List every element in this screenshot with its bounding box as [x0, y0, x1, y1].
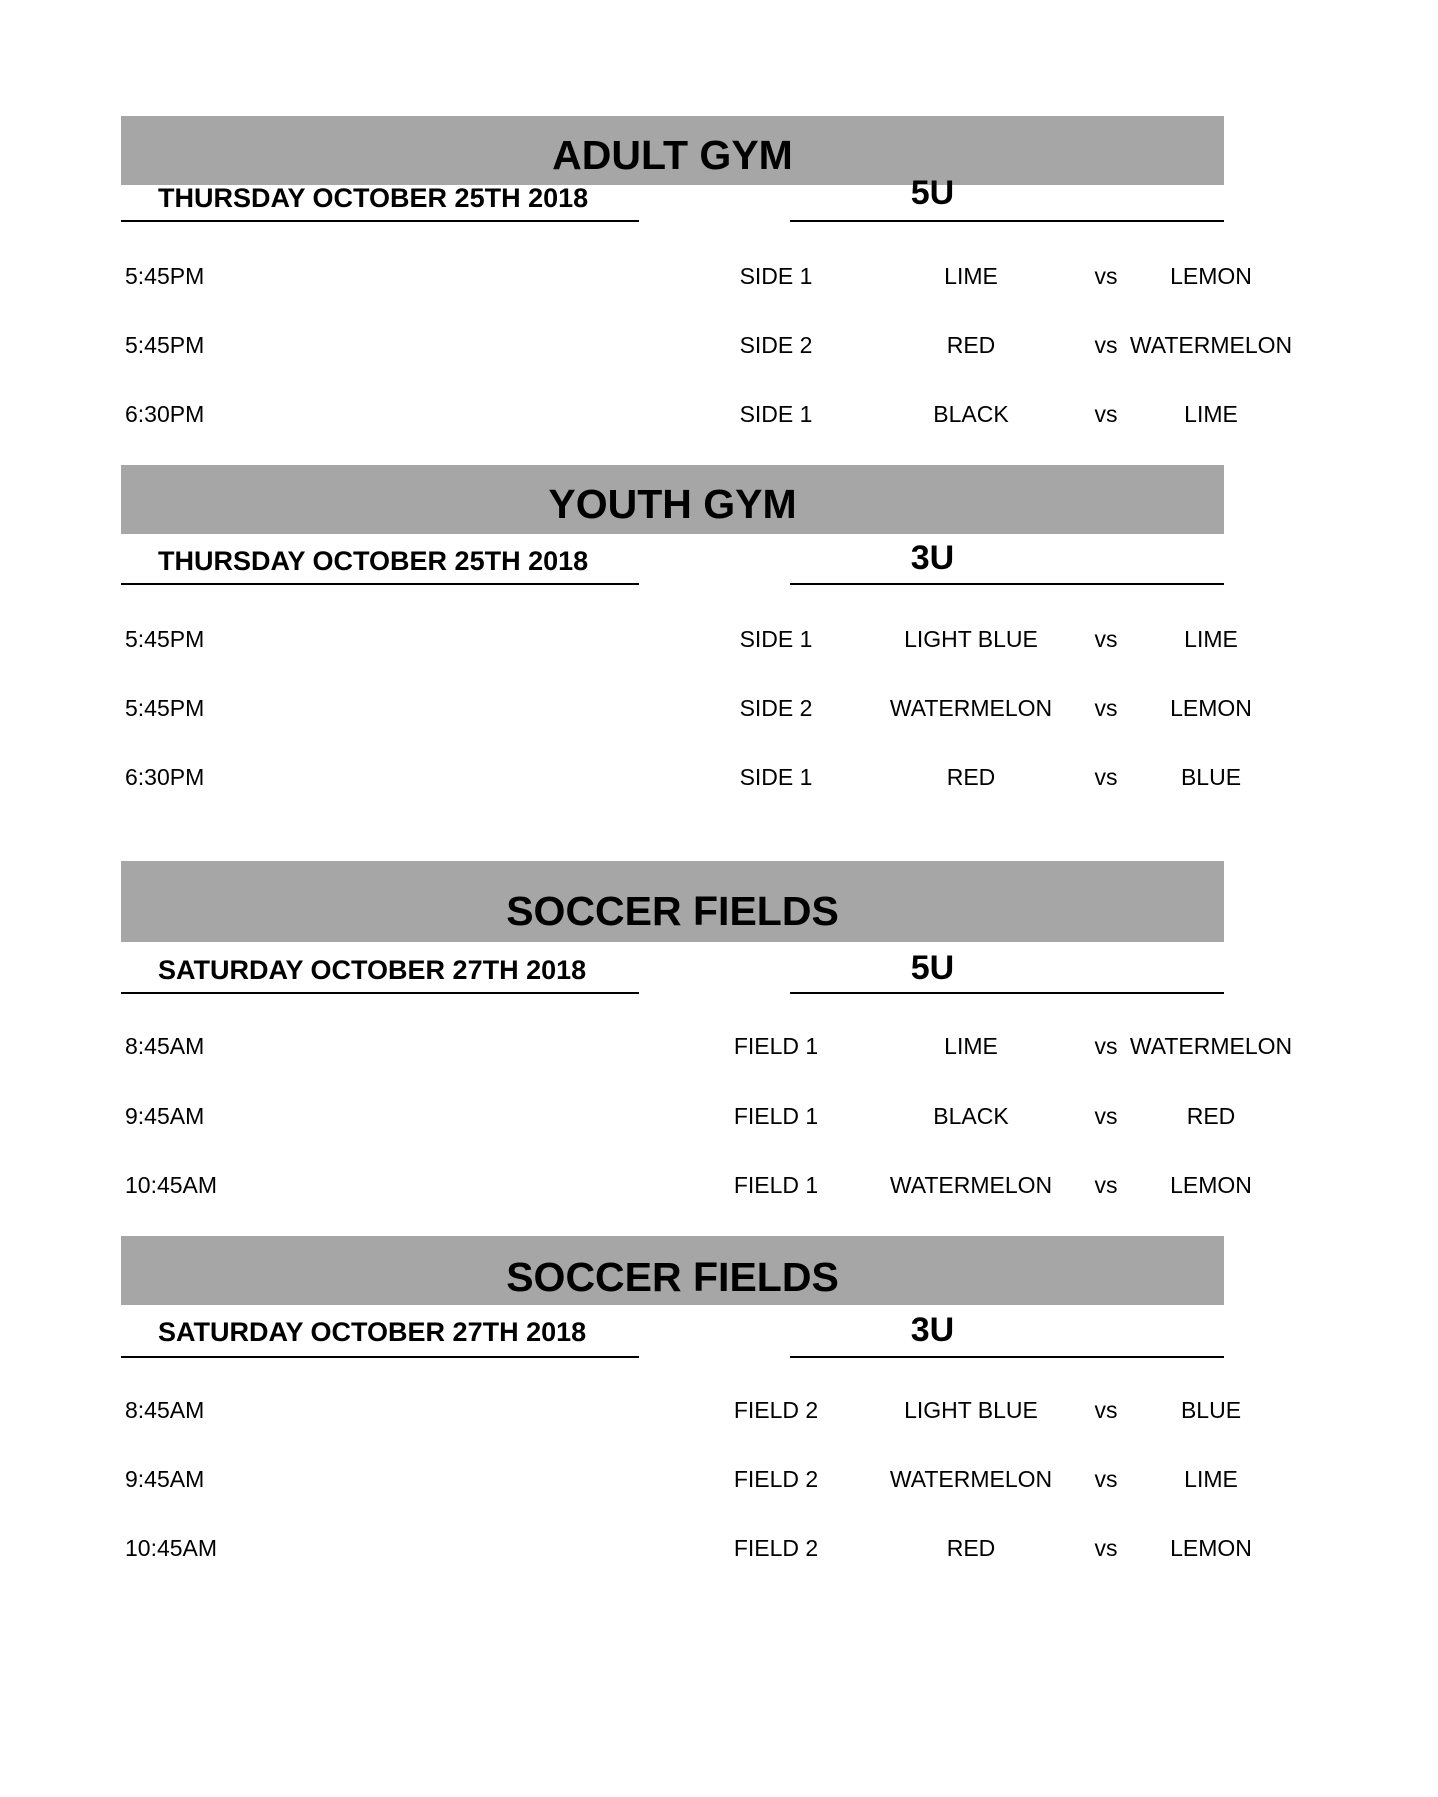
- away-team: BLUE: [1180, 1397, 1242, 1423]
- game-time: 9:45AM: [125, 1466, 205, 1492]
- game-row: [121, 398, 1238, 430]
- home-team: WATERMELON: [889, 695, 1053, 721]
- game-row: [121, 329, 1293, 361]
- date-underline: [121, 220, 639, 222]
- away-team: LEMON: [1170, 695, 1252, 721]
- game-location: FIELD 2: [733, 1535, 819, 1561]
- division-underline: [790, 220, 1224, 222]
- game-location: SIDE 1: [739, 401, 813, 427]
- section-date: SATURDAY OCTOBER 27TH 2018: [158, 1317, 587, 1347]
- game-time: 10:45AM: [125, 1535, 218, 1561]
- versus-label: vs: [1094, 401, 1118, 427]
- versus-label: vs: [1094, 263, 1118, 289]
- versus-label: vs: [1094, 1466, 1118, 1492]
- versus-label: vs: [1094, 1103, 1118, 1129]
- home-team: RED: [946, 764, 996, 790]
- game-time: 5:45PM: [125, 263, 205, 289]
- game-time: 5:45PM: [125, 332, 205, 358]
- game-row: [121, 623, 1238, 655]
- versus-label: vs: [1094, 764, 1118, 790]
- versus-label: vs: [1094, 626, 1118, 652]
- section-title: SOCCER FIELDS: [506, 1254, 839, 1300]
- game-time: 5:45PM: [125, 626, 205, 652]
- away-team: BLUE: [1180, 764, 1242, 790]
- game-location: SIDE 1: [739, 626, 813, 652]
- away-team: LIME: [1184, 401, 1238, 427]
- home-team: LIGHT BLUE: [904, 626, 1038, 652]
- division-label: 5U: [910, 949, 955, 987]
- away-team: WATERMELON: [1129, 332, 1293, 358]
- game-row: [121, 761, 1242, 793]
- section-date: THURSDAY OCTOBER 25TH 2018: [158, 183, 589, 213]
- game-row: [121, 1463, 1238, 1495]
- game-time: 8:45AM: [125, 1397, 205, 1423]
- section-title: YOUTH GYM: [548, 481, 797, 527]
- home-team: LIME: [944, 263, 998, 289]
- away-team: LEMON: [1170, 1172, 1252, 1198]
- game-time: 8:45AM: [125, 1033, 205, 1059]
- away-team: LEMON: [1170, 1535, 1252, 1561]
- game-time: 9:45AM: [125, 1103, 205, 1129]
- game-row: [121, 1100, 1236, 1132]
- away-team: LIME: [1184, 1466, 1238, 1492]
- game-row: [121, 1532, 1252, 1564]
- division-underline: [790, 992, 1224, 994]
- section-title: ADULT GYM: [552, 132, 793, 178]
- game-location: FIELD 2: [733, 1397, 819, 1423]
- home-team: WATERMELON: [889, 1172, 1053, 1198]
- division-label: 3U: [910, 539, 955, 577]
- division-label: 3U: [910, 1311, 955, 1349]
- game-location: FIELD 1: [733, 1172, 819, 1198]
- game-location: SIDE 2: [739, 695, 813, 721]
- home-team: LIME: [944, 1033, 998, 1059]
- game-row: [121, 1169, 1252, 1201]
- away-team: LIME: [1184, 626, 1238, 652]
- game-location: FIELD 2: [733, 1466, 819, 1492]
- game-time: 5:45PM: [125, 695, 205, 721]
- date-underline: [121, 1356, 639, 1358]
- division-underline: [790, 1356, 1224, 1358]
- division-underline: [790, 583, 1224, 585]
- game-row: [121, 1030, 1293, 1062]
- home-team: BLACK: [933, 1103, 1009, 1129]
- home-team: WATERMELON: [889, 1466, 1053, 1492]
- game-location: FIELD 1: [733, 1033, 819, 1059]
- section-title: SOCCER FIELDS: [506, 888, 839, 934]
- game-row: [121, 692, 1252, 724]
- game-location: SIDE 1: [739, 263, 813, 289]
- away-team: WATERMELON: [1129, 1033, 1293, 1059]
- game-row: [121, 1394, 1242, 1426]
- versus-label: vs: [1094, 695, 1118, 721]
- date-underline: [121, 992, 639, 994]
- game-location: SIDE 1: [739, 764, 813, 790]
- versus-label: vs: [1094, 1535, 1118, 1561]
- game-location: FIELD 1: [733, 1103, 819, 1129]
- game-time: 6:30PM: [125, 401, 205, 427]
- away-team: LEMON: [1170, 263, 1252, 289]
- versus-label: vs: [1094, 1172, 1118, 1198]
- game-row: [121, 260, 1252, 292]
- home-team: BLACK: [933, 401, 1009, 427]
- division-label: 5U: [910, 174, 955, 212]
- away-team: RED: [1186, 1103, 1236, 1129]
- section-date: THURSDAY OCTOBER 25TH 2018: [158, 546, 589, 576]
- home-team: RED: [946, 1535, 996, 1561]
- game-location: SIDE 2: [739, 332, 813, 358]
- game-time: 6:30PM: [125, 764, 205, 790]
- versus-label: vs: [1094, 1397, 1118, 1423]
- versus-label: vs: [1094, 332, 1118, 358]
- home-team: RED: [946, 332, 996, 358]
- home-team: LIGHT BLUE: [904, 1397, 1038, 1423]
- versus-label: vs: [1094, 1033, 1118, 1059]
- date-underline: [121, 583, 639, 585]
- section-date: SATURDAY OCTOBER 27TH 2018: [158, 955, 587, 985]
- game-time: 10:45AM: [125, 1172, 218, 1198]
